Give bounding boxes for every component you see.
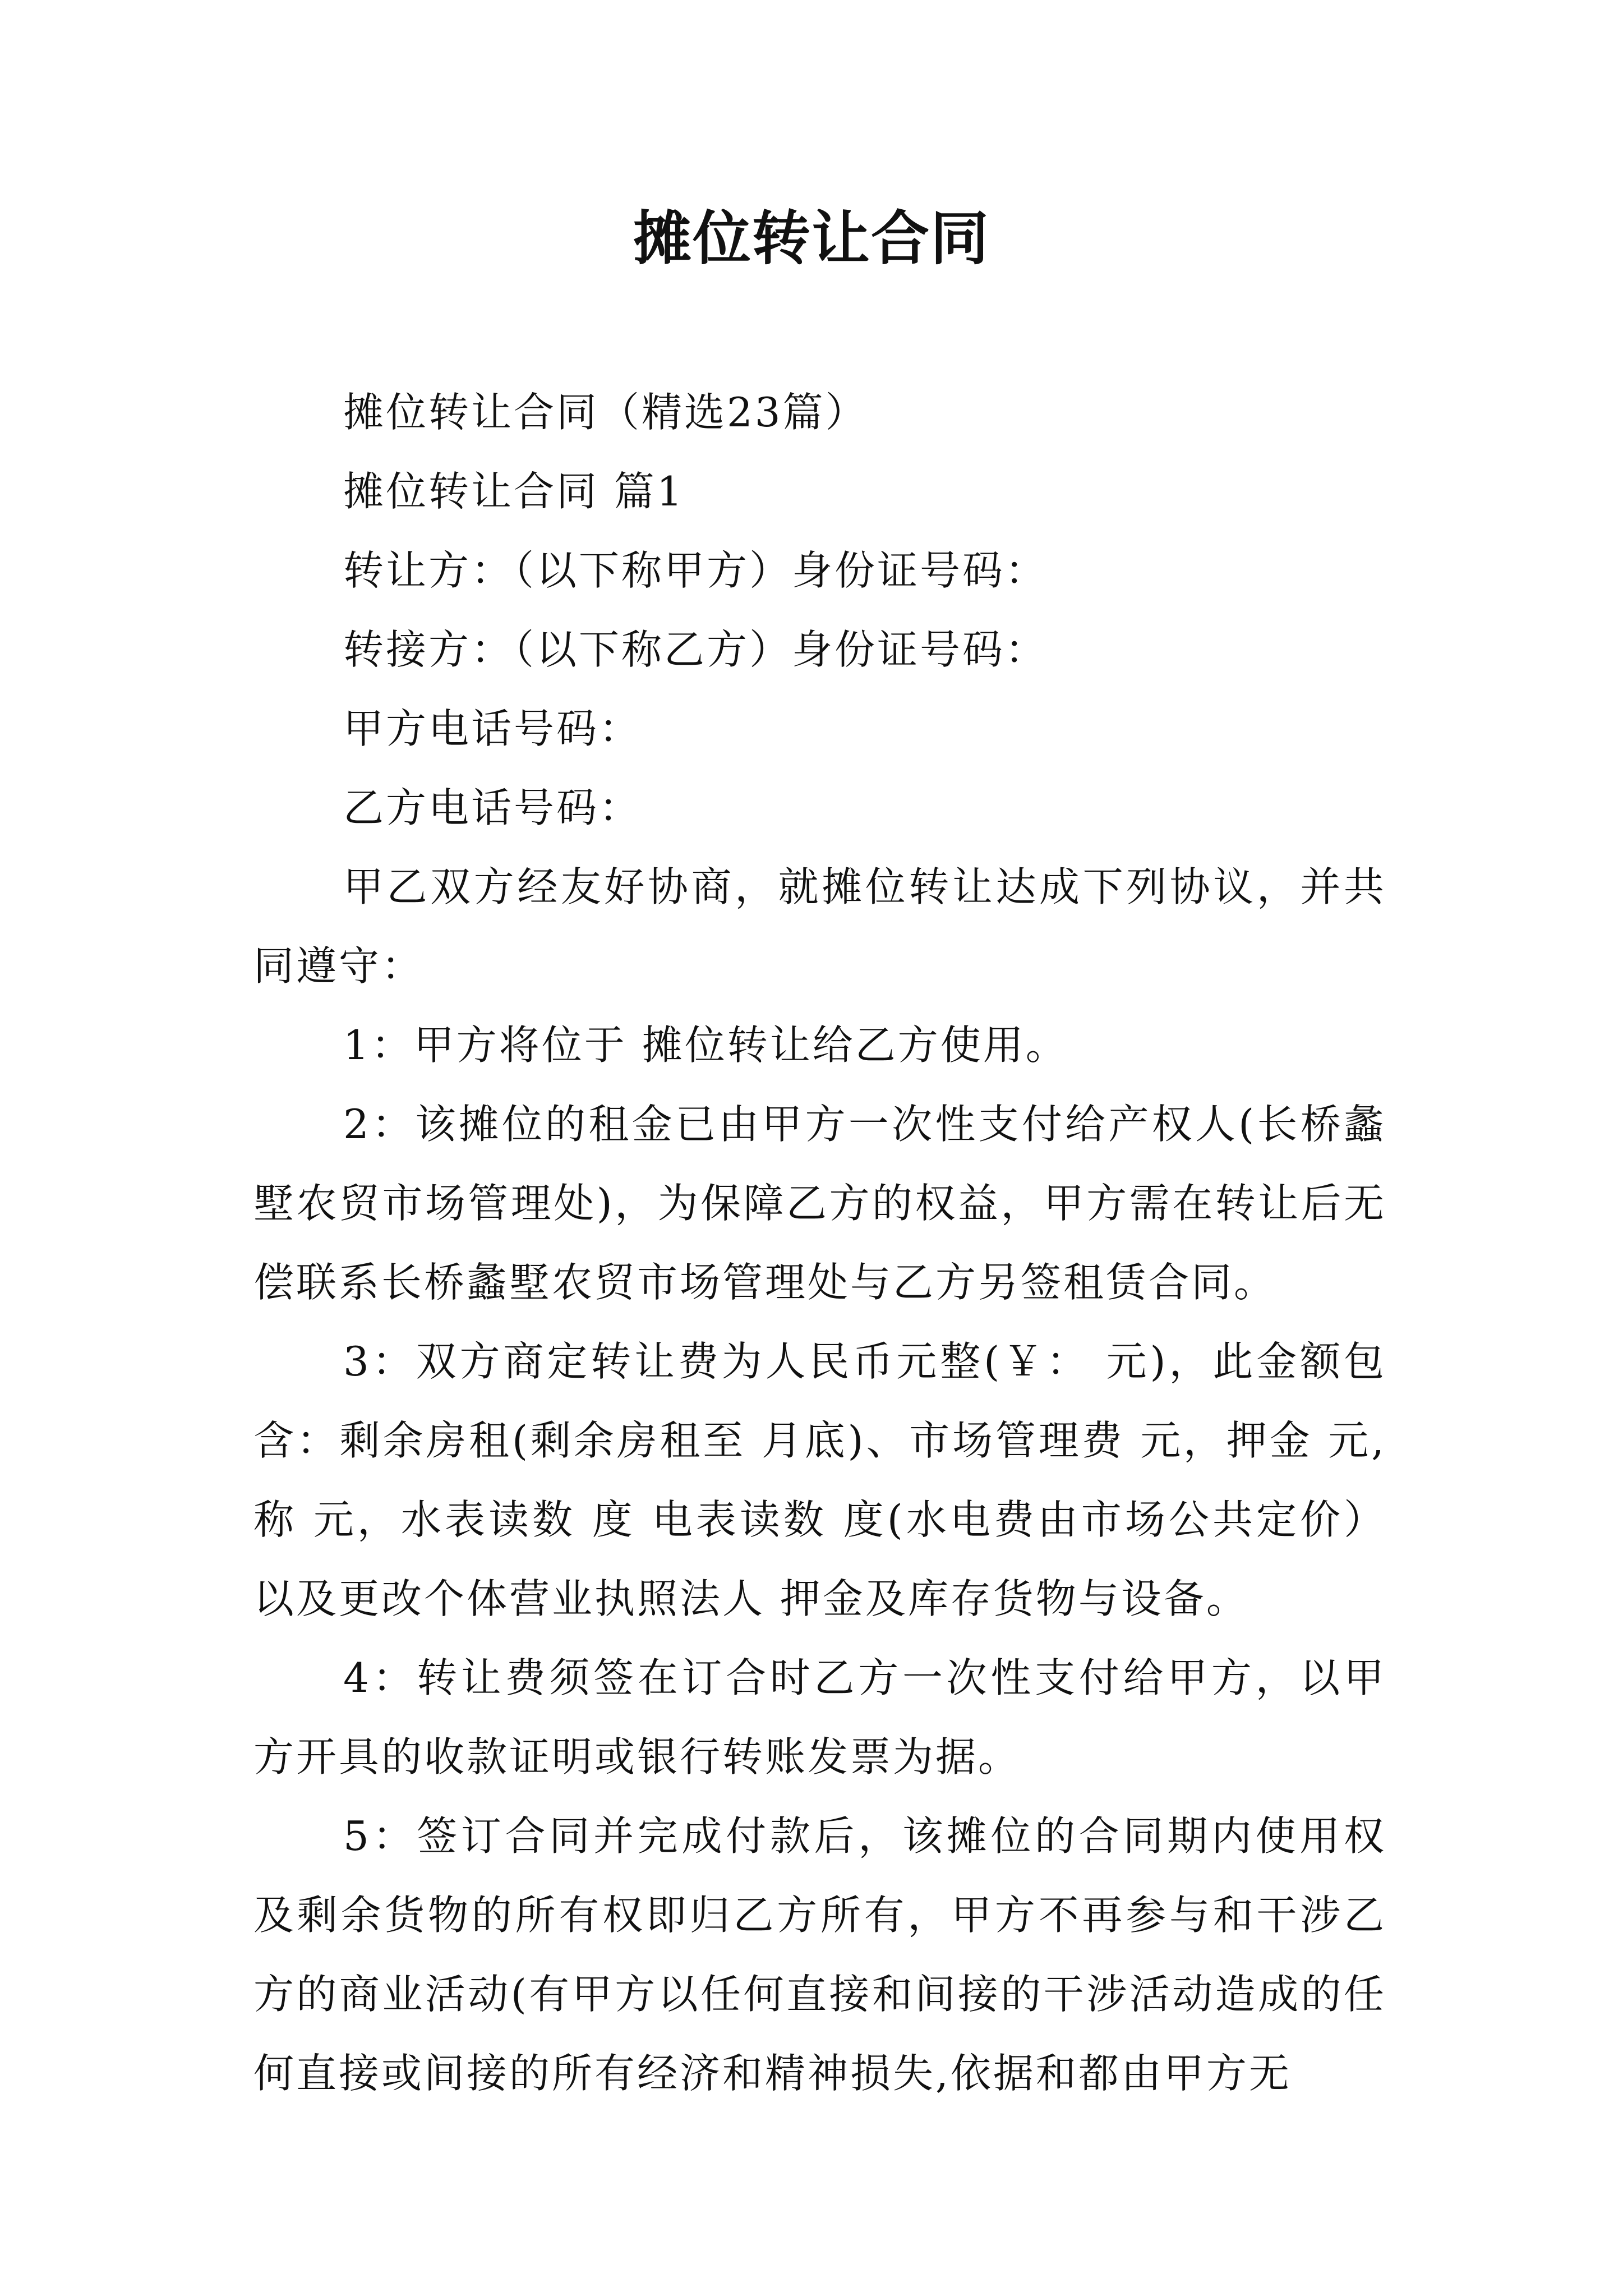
paragraph-party-a-phone: 甲方电话号码：: [343, 705, 642, 752]
paragraph-clause-5: 5：签订合同并完成付款后，该摊位的合同期内使用权及剩余货物的所有权即归乙方所有，甲方不再参与和干涉乙方的商业活动(有甲方以任何直接和间接的干涉活动造成的任何直接或间接的所有经济和精神损失,依据和都由甲方无: [253, 1812, 1386, 2097]
paragraph-clause-2: 2：该摊位的租金已由甲方一次性支付给产权人(长桥蠡墅农贸市场管理处)，为保障乙方的权益，甲方需在转让后无偿联系长桥蠡墅农贸市场管理处与乙方另签租赁合同。: [253, 1101, 1386, 1306]
paragraph-clause-3: 3：双方商定转让费为人民币元整(￥： 元)，此金额包含：剩余房租(剩余房租至 月底)、市场管理费 元，押金 元,称 元，水表读数 度 电表读数 度(水电费由市场公共定价）以及更改个体营业执照法人 押金及库存货物与设备。: [253, 1338, 1386, 1622]
paragraph-transferor: 转让方：（以下称甲方）身份证号码：: [343, 547, 1048, 594]
paragraph-clause-4: 4：转让费须签在订合时乙方一次性支付给甲方，以甲方开具的收款证明或银行转账发票为据。: [253, 1654, 1386, 1780]
paragraph-section-heading: 摊位转让合同 篇1: [343, 468, 685, 515]
paragraph-transferee: 转接方：（以下称乙方）身份证号码：: [343, 626, 1048, 673]
document-body: [253, 373, 1386, 2113]
paragraph-subtitle: 摊位转让合同（精选23篇）: [343, 389, 868, 436]
paragraph-clause-1: 1：甲方将位于 摊位转让给乙方使用。: [343, 1022, 1068, 1069]
paragraph-agreement-intro: 甲乙双方经友好协商，就摊位转让达成下列协议，并共同遵守：: [253, 863, 1386, 990]
paragraph-party-b-phone: 乙方电话号码：: [343, 784, 642, 831]
document-title: 摊位转让合同: [633, 204, 990, 273]
